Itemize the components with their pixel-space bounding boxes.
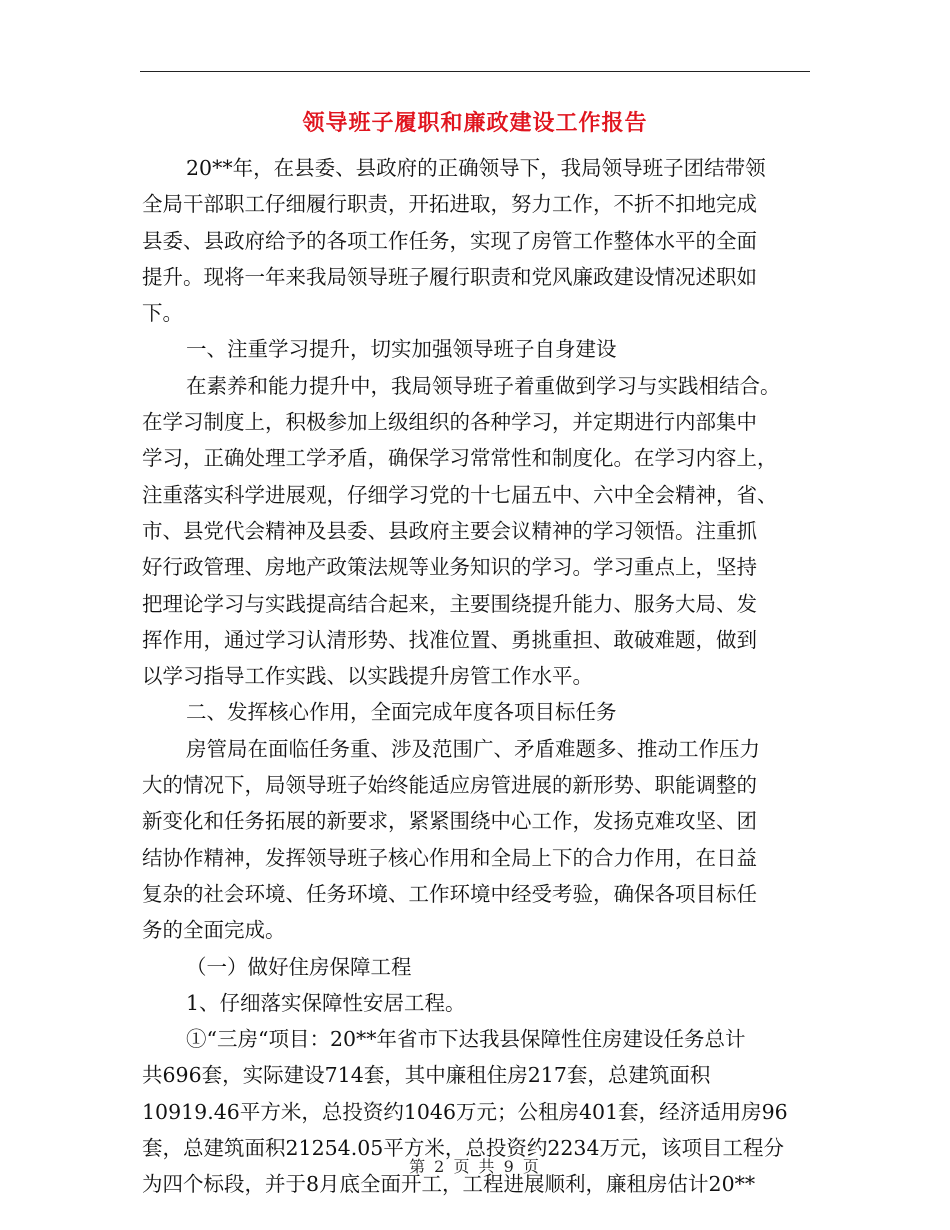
paragraph-line: 下。 [142, 301, 183, 326]
paragraph-line: 1、仔细落实保障性安居工程。 [186, 990, 466, 1015]
paragraph-line: 提升。现将一年来我局领导班子履行职责和党风廉政建设情况述职如 [142, 264, 757, 289]
document-title: 领导班子履职和廉政建设工作报告 [302, 110, 648, 136]
paragraph-line: 把理论学习与实践提高结合起来，主要围绕提升能力、服务大局、发 [142, 591, 757, 616]
paragraph-line: 套，总建筑面积21254.05平方米，总投资约2234万元，该项目工程分 [142, 1136, 784, 1161]
page-number-footer: 第 2 页 共 9 页 [409, 1157, 541, 1176]
paragraph-line: 学习，正确处理工学矛盾，确保学习常常性和制度化。在学习内容上， [142, 446, 778, 471]
paragraph-line: 房管局在面临任务重、涉及范围广、矛盾难题多、推动工作压力 [186, 736, 760, 761]
paragraph-line: 县委、县政府给予的各项工作任务，实现了房管工作整体水平的全面 [142, 228, 757, 253]
paragraph-line: 一、注重学习提升，切实加强领导班子自身建设 [186, 337, 617, 362]
paragraph-line: 在素养和能力提升中，我局领导班子着重做到学习与实践相结合。 [186, 373, 781, 398]
paragraph-line: 共696套，实际建设714套，其中廉租住房217套，总建筑面积 [142, 1063, 711, 1088]
header-rule [140, 71, 810, 72]
paragraph-line: 新变化和任务拓展的新要求，紧紧围绕中心工作，发扬克难攻坚、团 [142, 809, 757, 834]
paragraph-line: 结协作精神，发挥领导班子核心作用和全局上下的合力作用，在日益 [142, 845, 757, 870]
paragraph-line: 在学习制度上，积极参加上级组织的各种学习，并定期进行内部集中 [142, 410, 757, 435]
paragraph-line: 市、县党代会精神及县委、县政府主要会议精神的学习领悟。注重抓 [142, 518, 757, 543]
paragraph-line: 大的情况下，局领导班子始终能适应房管进展的新形势、职能调整的 [142, 773, 757, 798]
paragraph-line: 20**年，在县委、县政府的正确领导下，我局领导班子团结带领 [186, 156, 766, 180]
paragraph-line: 复杂的社会环境、任务环境、工作环境中经受考验，确保各项目标任 [142, 881, 757, 906]
paragraph-line: 以学习指导工作实践、以实践提升房管工作水平。 [142, 664, 593, 689]
paragraph-line: 注重落实科学进展观，仔细学习党的十七届五中、六中全会精神，省、 [142, 482, 778, 507]
paragraph-line: 10919.46平方米，总投资约1046万元；公租房401套，经济适用房96 [142, 1099, 788, 1124]
document-body [142, 150, 814, 1203]
paragraph-line: 全局干部职工仔细履行职责，开拓进取，努力工作，不折不扣地完成 [142, 192, 757, 217]
paragraph-line: （一）做好住房保障工程 [186, 954, 412, 979]
paragraph-line: ①“三房“项目：20**年省市下达我县保障性住房建设任务总计 [186, 1027, 746, 1052]
paragraph-line: 挥作用，通过学习认清形势、找准位置、勇挑重担、敢破难题，做到 [142, 627, 757, 652]
paragraph-line: 务的全面完成。 [142, 918, 286, 943]
paragraph-line: 好行政管理、房地产政策法规等业务知识的学习。学习重点上，坚持 [142, 555, 757, 580]
paragraph-line: 为四个标段，并于8月底全面开工，工程进展顺利，廉租房估计20** [142, 1172, 756, 1197]
paragraph-line: 二、发挥核心作用，全面完成年度各项目标任务 [186, 700, 617, 725]
